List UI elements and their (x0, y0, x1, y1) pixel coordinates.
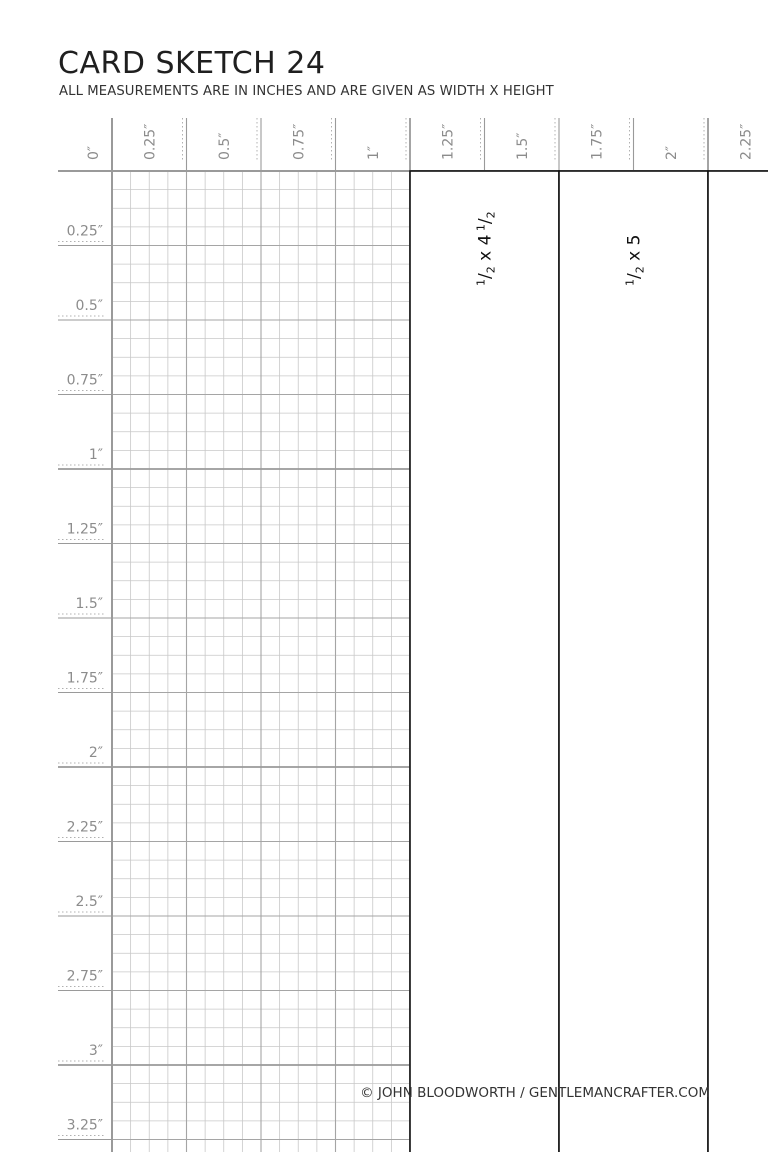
left-axis-label: 3″ (88, 1043, 103, 1059)
left-axis-label: 2″ (88, 745, 103, 761)
left-axis-label: 0.25″ (66, 223, 103, 240)
left-axis-labels (58, 224, 112, 1152)
card-strip (708, 171, 768, 1152)
strip-height-frac-denominator: 2 (484, 211, 498, 219)
strip-dimension-label (624, 235, 647, 286)
strip-height-whole: x 4 (475, 234, 496, 267)
left-axis-label: 0.75″ (66, 372, 103, 389)
top-axis-label: 2.25″ (738, 123, 755, 160)
top-axis-origin-label: 0″ (86, 145, 102, 160)
strip-height-whole: x 5 (624, 234, 645, 267)
top-axis-label: 0.75″ (291, 123, 308, 160)
card-strips (410, 171, 768, 1152)
strip-rect (410, 171, 559, 1152)
top-axis-labels (86, 118, 768, 171)
strip-width-slash: / (624, 273, 645, 279)
strip-dimension-label (475, 211, 498, 286)
left-axis-label: 1.75″ (66, 670, 103, 687)
left-axis-label: 3.25″ (66, 1117, 103, 1134)
top-axis-label: 0.25″ (142, 123, 159, 160)
left-axis-label: 1.5″ (75, 596, 103, 612)
page-subtitle: ALL MEASUREMENTS ARE IN INCHES AND ARE GIVEN AS WIDTH X HEIGHT (59, 84, 554, 99)
strip-width-slash: / (475, 273, 496, 279)
left-axis-label: 1″ (88, 447, 103, 463)
top-axis-label: 2″ (663, 145, 680, 160)
left-axis-label: 0.5″ (75, 298, 103, 314)
card-strip (559, 171, 708, 1152)
left-axis-label: 1.25″ (66, 521, 103, 538)
top-axis-label: 1.75″ (589, 123, 606, 160)
footer-credit: © JOHN BLOODWORTH / GENTLEMANCRAFTER.COM (360, 1085, 710, 1101)
page-title: CARD SKETCH 24 (58, 46, 326, 81)
top-axis-label: 1.5″ (514, 132, 531, 160)
left-axis-label: 2.25″ (66, 819, 103, 836)
strip-width-numerator: 1 (474, 279, 488, 286)
strip-width-numerator: 1 (623, 279, 637, 286)
left-axis-label: 2.5″ (75, 894, 103, 910)
top-axis-label: 1″ (365, 145, 382, 160)
strip-rect (559, 171, 708, 1152)
strip-height-frac-numerator: 1 (474, 224, 488, 235)
strip-width-denominator: 2 (633, 266, 647, 274)
strip-height-frac-slash: / (475, 218, 496, 225)
card-strip (410, 171, 559, 1152)
top-axis-label: 0.5″ (216, 132, 233, 160)
strip-width-denominator: 2 (484, 266, 498, 274)
left-axis-label: 2.75″ (66, 968, 103, 985)
strip-rect (708, 171, 768, 1152)
top-axis-label: 1.25″ (440, 123, 457, 160)
